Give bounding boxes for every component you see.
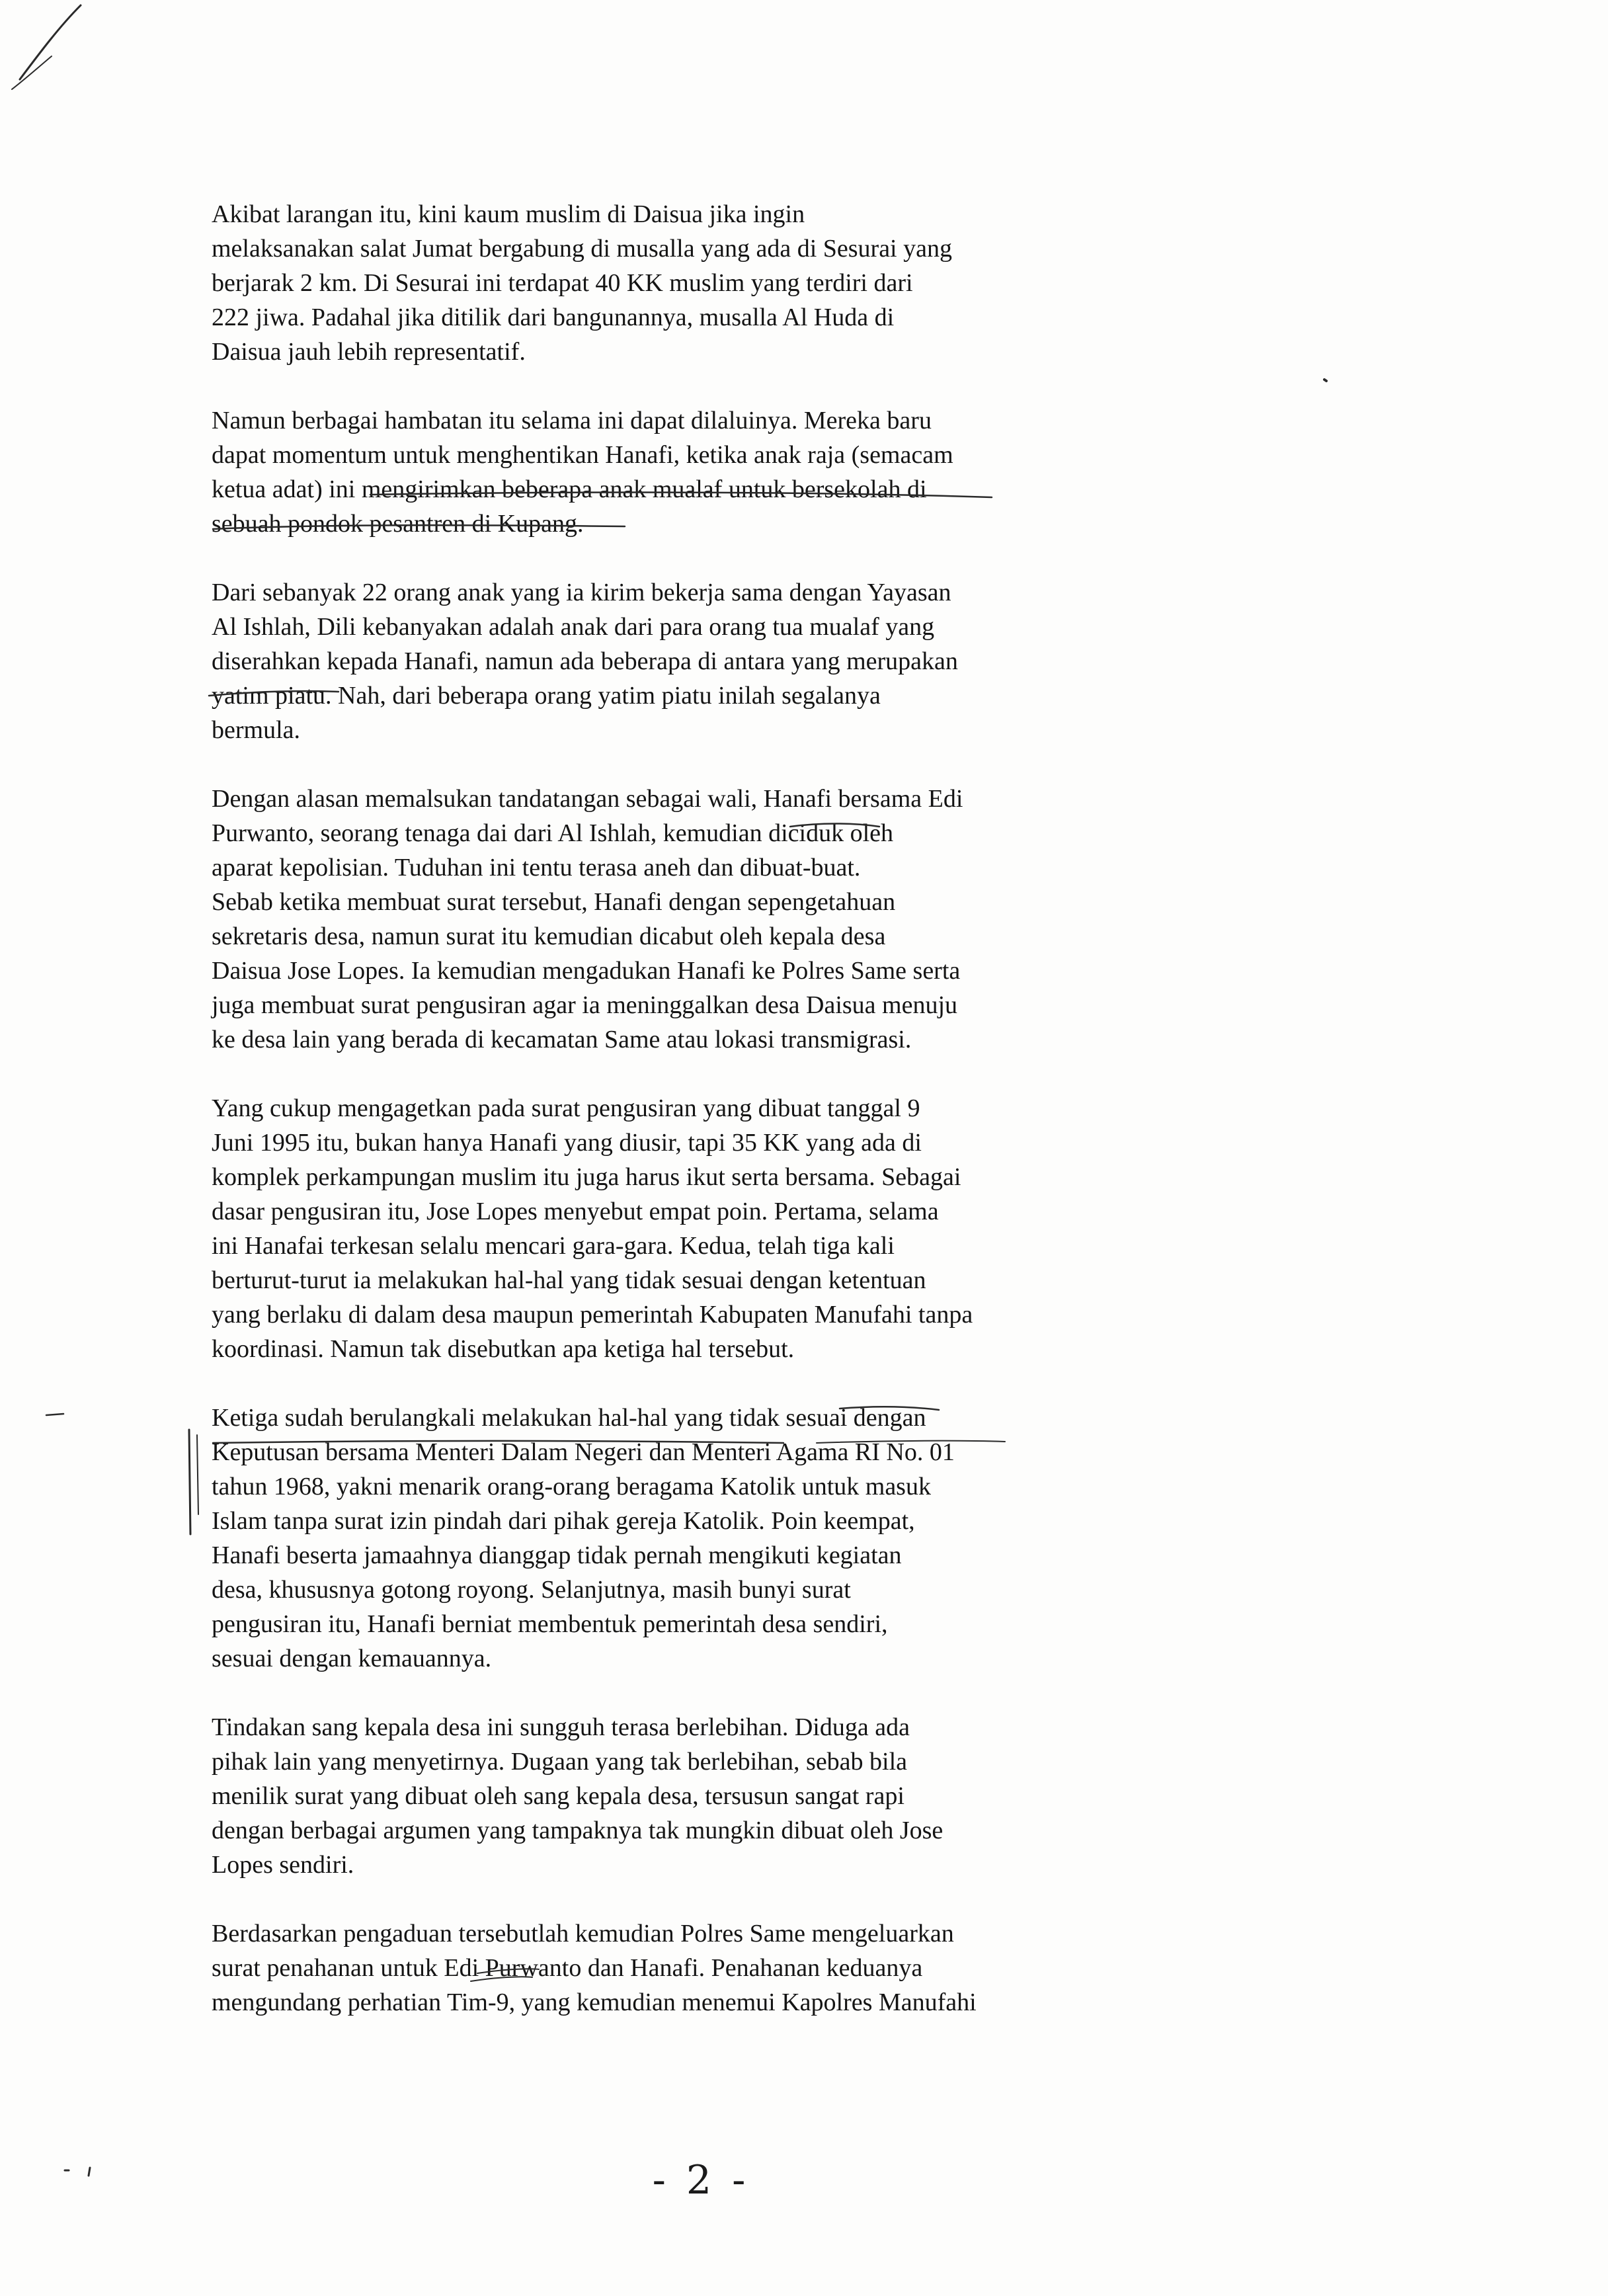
text-line: Daisua jauh lebih representatif. [212, 338, 526, 366]
stray-dot-mark [1324, 380, 1326, 381]
text-line: Islam tanpa surat izin pindah dari pihak gereja Katolik. Poin keempat, [212, 1507, 915, 1535]
text-line: aparat kepolisian. Tuduhan ini tentu terasa aneh dan dibuat-buat. [212, 854, 861, 882]
margin-bar-mark [197, 1435, 198, 1514]
text-line: Keputusan bersama Menteri Dalam Negeri dan Menteri Agama RI No. 01 [212, 1438, 955, 1466]
page-number: - 2 - [652, 2157, 750, 2203]
margin-bar-mark [189, 1430, 190, 1534]
text-line: ini Hanafai terkesan selalu mencari gara-gara. Kedua, telah tiga kali [212, 1232, 895, 1260]
text-line: koordinasi. Namun tak disebutkan apa ketiga hal tersebut. [212, 1335, 795, 1363]
text-line: yang berlaku di dalam desa maupun pemerintah Kabupaten Manufahi tanpa [212, 1301, 973, 1329]
text-line: komplek perkampungan muslim itu juga harus ikut serta bersama. Sebagai [212, 1163, 961, 1191]
text-line: menilik surat yang dibuat oleh sang kepala desa, tersusun sangat rapi [212, 1782, 904, 1810]
text-line: berturut-turut ia melakukan hal-hal yang tidak sesuai dengan ketentuan [212, 1266, 926, 1294]
text-line: yatim piatu. Nah, dari beberapa orang yatim piatu inilah segalanya [212, 682, 881, 710]
text-line: juga membuat surat pengusiran agar ia meninggalkan desa Daisua menuju [212, 991, 958, 1019]
paragraph-4 [212, 782, 1111, 1057]
text-line: sebuah pondok pesantren di Kupang. [212, 510, 584, 538]
text-line: berjarak 2 km. Di Sesurai ini terdapat 40 KK muslim yang terdiri dari [212, 269, 913, 297]
margin-dash-mark [46, 1414, 63, 1415]
text-line: 222 jiwa. Padahal jika ditilik dari bangunannya, musalla Al Huda di [212, 304, 895, 331]
text-line: Tindakan sang kepala desa ini sungguh terasa berlebihan. Diduga ada [212, 1713, 910, 1741]
text-line: Sebab ketika membuat surat tersebut, Hanafi dengan sepengetahuan [212, 888, 896, 916]
paragraph-7 [212, 1710, 1111, 1882]
text-line: Juni 1995 itu, bukan hanya Hanafi yang diusir, tapi 35 KK yang ada di [212, 1129, 922, 1157]
text-line: pihak lain yang menyetirnya. Dugaan yang tak berlebihan, sebab bila [212, 1748, 908, 1776]
corner-scratch-mark [20, 5, 81, 79]
text-line: surat penahanan untuk Edi Purwanto dan Hanafi. Penahanan keduanya [212, 1954, 923, 1982]
text-line: Purwanto, seorang tenaga dai dari Al Ishlah, kemudian diciduk oleh [212, 819, 894, 847]
text-line: dapat momentum untuk menghentikan Hanafi, ketika anak raja (semacam [212, 441, 953, 469]
text-line: pengusiran itu, Hanafi berniat membentuk pemerintah desa sendiri, [212, 1610, 888, 1638]
paragraph-5 [212, 1091, 1111, 1366]
text-line: mengundang perhatian Tim-9, yang kemudian menemui Kapolres Manufahi [212, 1988, 977, 2016]
text-line: Al Ishlah, Dili kebanyakan adalah anak dari para orang tua mualaf yang [212, 613, 935, 641]
text-line: dasar pengusiran itu, Jose Lopes menyebut empat poin. Pertama, selama [212, 1198, 939, 1225]
stray-dot-mark [89, 2168, 90, 2176]
text-line: Hanafi beserta jamaahnya dianggap tidak pernah mengikuti kegiatan [212, 1541, 902, 1569]
text-line: Dari sebanyak 22 orang anak yang ia kirim bekerja sama dengan Yayasan [212, 579, 951, 606]
text-line: Namun berbagai hambatan itu selama ini dapat dilaluinya. Mereka baru [212, 407, 932, 434]
text-line: Akibat larangan itu, kini kaum muslim di Daisua jika ingin [212, 200, 805, 228]
article-body [212, 197, 1111, 2054]
paragraph-1 [212, 197, 1111, 369]
text-line: tahun 1968, yakni menarik orang-orang beragama Katolik untuk masuk [212, 1473, 931, 1500]
text-line: dengan berbagai argumen yang tampaknya tak mungkin dibuat oleh Jose [212, 1817, 944, 1844]
text-line: Daisua Jose Lopes. Ia kemudian mengadukan Hanafi ke Polres Same serta [212, 957, 961, 985]
paragraph-2 [212, 403, 1111, 541]
text-line: bermula. [212, 716, 301, 744]
text-line: Yang cukup mengagetkan pada surat pengusiran yang dibuat tanggal 9 [212, 1094, 920, 1122]
text-line: diserahkan kepada Hanafi, namun ada beberapa di antara yang merupakan [212, 647, 958, 675]
text-line: desa, khususnya gotong royong. Selanjutnya, masih bunyi surat [212, 1576, 851, 1604]
paragraph-3 [212, 575, 1111, 747]
text-line: Berdasarkan pengaduan tersebutlah kemudian Polres Same mengeluarkan [212, 1920, 954, 1948]
text-line: ketua adat) ini mengirimkan beberapa anak mualaf untuk bersekolah di [212, 475, 927, 503]
corner-scratch-mark [12, 56, 52, 89]
text-line: Lopes sendiri. [212, 1851, 354, 1879]
text-line: sekretaris desa, namun surat itu kemudian dicabut oleh kepala desa [212, 922, 886, 950]
text-line: Dengan alasan memalsukan tandatangan sebagai wali, Hanafi bersama Edi [212, 785, 963, 813]
text-line: Ketiga sudah berulangkali melakukan hal-hal yang tidak sesuai dengan [212, 1404, 926, 1432]
text-line: sesuai dengan kemauannya. [212, 1645, 492, 1672]
text-line: melaksanakan salat Jumat bergabung di musalla yang ada di Sesurai yang [212, 235, 952, 263]
paragraph-6 [212, 1401, 1111, 1676]
text-line: ke desa lain yang berada di kecamatan Same atau lokasi transmigrasi. [212, 1026, 912, 1053]
paragraph-8 [212, 1916, 1111, 2020]
